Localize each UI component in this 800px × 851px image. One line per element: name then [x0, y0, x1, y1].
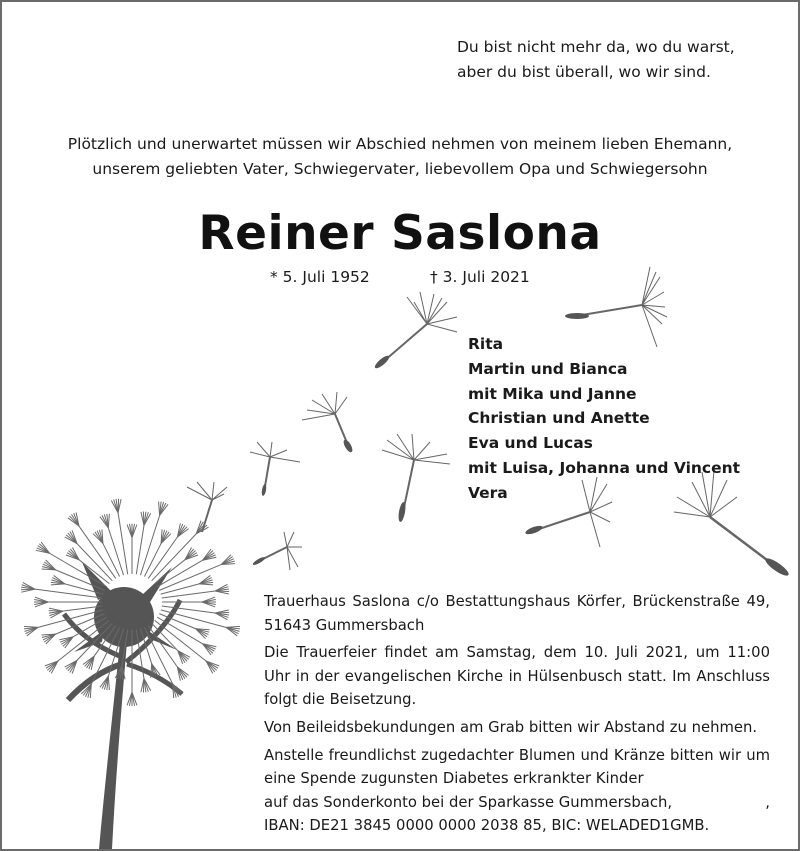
memorial-quote: [457, 35, 787, 85]
family-list: [468, 332, 740, 506]
death-date: † 3. Juli 2021: [430, 268, 530, 286]
donation-request: Anstelle freundlichst zugedachter Blumen und Kränze bitten wir um eine Spende zugunsten Diabetes erkrankter Kinder: [264, 746, 770, 788]
condolence-note: Von Beileidsbekundungen am Grab bitten wir Abstand zu nehmen.: [264, 718, 758, 736]
announcement-line-2: unserem geliebten Vater, Schwiegervater, liebevollem Opa und Schwiegersohn: [92, 160, 708, 178]
announcement-line-1: Plötzlich und unerwartet müssen wir Abschied nehmen von meinem lieben Ehemann,: [67, 135, 733, 153]
bank-details: IBAN: DE21 3845 0000 0000 2038 85, BIC: WELADED1GMB.: [264, 817, 710, 835]
quote-line-1: Du bist nicht mehr da, wo du warst,: [457, 38, 735, 56]
funeral-information: [264, 590, 770, 838]
donation-account-row: [264, 791, 770, 815]
donation-account-end: ,: [765, 793, 770, 811]
dandelion-icon: [21, 499, 240, 849]
family-member: mit Mika und Janne: [468, 384, 637, 403]
family-member: Eva und Lucas: [468, 434, 593, 453]
announcement-text: [12, 132, 788, 182]
deceased-name: Reiner Saslona: [198, 206, 602, 261]
family-member: mit Luisa, Johanna und Vincent: [468, 458, 741, 477]
family-member: Rita: [468, 335, 504, 353]
mourning-address: Trauerhaus Saslona c/o Bestattungshaus Körfer, Brückenstraße 49, 51643 Gummersbach: [264, 593, 770, 634]
family-member: Martin und Bianca: [468, 359, 628, 378]
service-details: Die Trauerfeier findet am Samstag, dem 10. Juli 2021, um 11:00 Uhr in der evangelischen Kirche in Hülsenbusch statt. Im Anschluss folgt die Beisetzung.: [264, 644, 770, 709]
donation-account: auf das Sonderkonto bei der Sparkasse Gummersbach,: [264, 793, 673, 811]
family-member: Christian und Anette: [468, 409, 650, 428]
quote-line-2: aber du bist überall, wo wir sind.: [457, 63, 711, 81]
birth-date: * 5. Juli 1952: [270, 268, 370, 286]
family-member: Vera: [468, 483, 508, 502]
